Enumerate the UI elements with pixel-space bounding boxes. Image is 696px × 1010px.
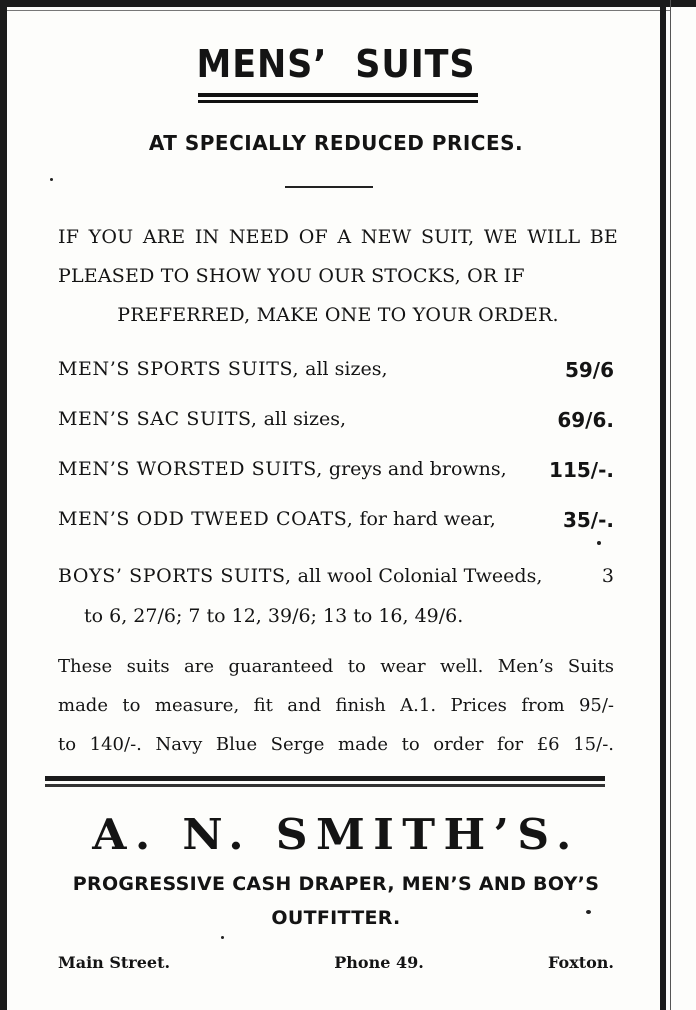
price-item-description [58,358,388,380]
section-divider [45,776,605,781]
guarantee-line: to 140/-. Navy Blue Serge made to order for £6 15/-. [58,734,614,755]
shop-description-line: PROGRESSIVE CASH DRAPER, MEN’S AND BOY’S [72,873,600,895]
intro-line: IF YOU ARE IN NEED OF A NEW SUIT, WE WILL BE [58,226,618,248]
intro-paragraph [58,218,618,335]
price-item-description [58,508,496,530]
item-price: 59/6 [564,358,614,382]
intro-line: PREFERRED, MAKE ONE TO YOUR ORDER. [117,304,559,326]
item-detail: for hard wear, [359,508,496,530]
print-speck [221,936,224,939]
guarantee-line: made to measure, fit and finish A.1. Prices from 95/- [58,695,614,716]
boys-suits-prices: to 6, 27/6; 7 to 12, 39/6; 13 to 16, 49/6. [84,605,464,627]
shop-phone: Phone 49. [334,953,424,972]
item-name: BOYS’ SPORTS SUITS, [58,565,292,587]
shop-description-line: OUTFITTER. [271,907,401,929]
section-divider-second [45,784,605,787]
price-item-description [58,408,346,430]
item-detail: all wool Colonial Tweeds, [297,565,543,587]
boys-suits-item [58,556,614,636]
item-name: MEN’S WORSTED SUITS, [58,458,323,480]
item-name: MEN’S SPORTS SUITS, [58,358,300,380]
item-price: 69/6. [557,408,614,432]
border-top-inner [0,10,670,11]
title-underline-second [198,100,478,103]
shop-town: Foxton. [548,953,614,972]
price-item-description [58,458,507,480]
intro-line: PLEASED TO SHOW YOU OUR STOCKS, OR IF [58,265,525,287]
item-detail: all sizes, [305,358,388,380]
item-price: 115/-. [549,458,614,482]
boys-suits-description [58,556,542,596]
shop-name: A. N. SMITH’S. [92,810,580,859]
boys-suits-first-line [58,556,614,596]
boys-range-start: 3 [601,565,614,587]
border-top [0,0,696,7]
guarantee-paragraph [58,647,614,764]
guarantee-line: These suits are guaranteed to wear well. Men’s Suits [58,656,614,677]
item-detail: greys and browns, [328,458,507,480]
divider-short [285,186,373,188]
ad-subtitle: AT SPECIALLY REDUCED PRICES. [148,131,524,155]
item-name: MEN’S SAC SUITS, [58,408,258,430]
item-detail: all sizes, [263,408,346,430]
print-speck [597,541,601,545]
print-speck [50,178,53,181]
print-speck [586,910,591,914]
shop-footer [58,953,614,972]
item-price: 35/-. [562,508,614,532]
shop-description [58,867,614,935]
shop-address: Main Street. [58,953,171,972]
ad-title: MENS’ SUITS [196,42,476,86]
title-underline [198,93,478,97]
item-name: MEN’S ODD TWEED COATS, [58,508,354,530]
